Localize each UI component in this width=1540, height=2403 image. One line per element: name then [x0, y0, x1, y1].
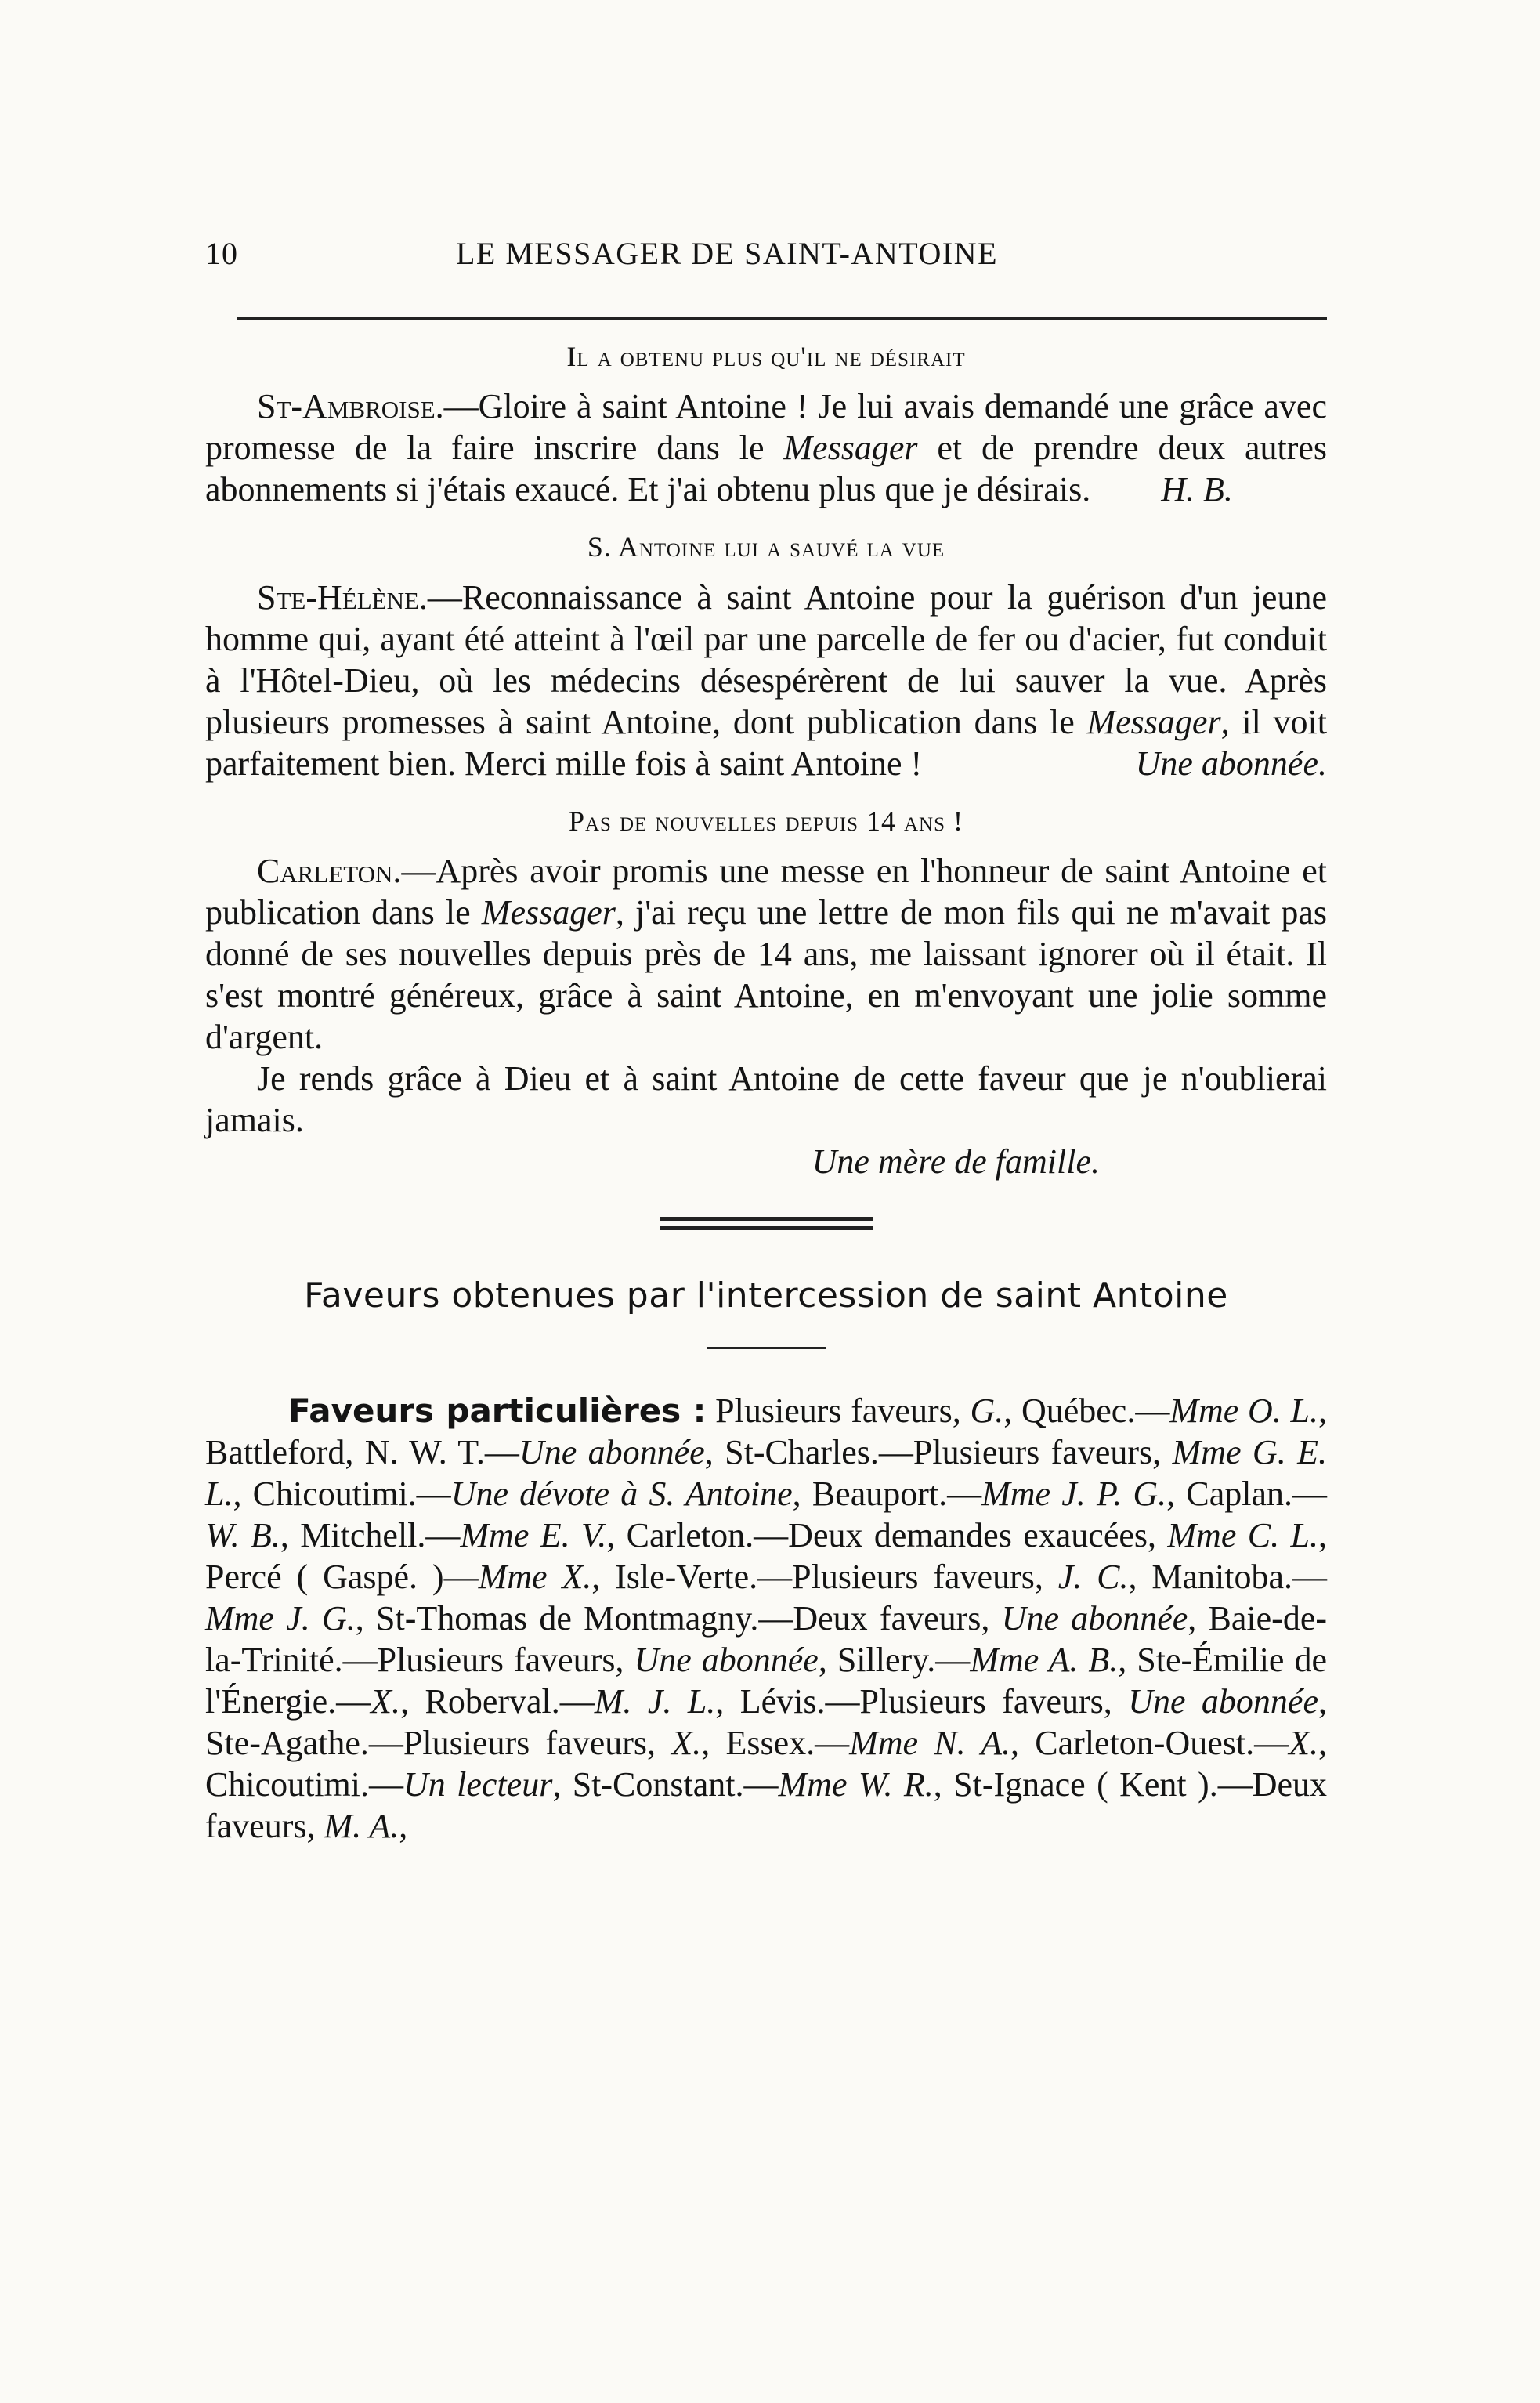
article-heading: Pas de nouvelles depuis 14 ans !: [568, 805, 964, 837]
publication-name: Messager: [481, 893, 616, 932]
favour-signature: Mme N. A.: [849, 1724, 1011, 1763]
article-body: St-Ambroise.—Gloire à saint Antoine ! Je lui avais demandé une grâce avec promesse de la faire inscrire dans le Messager et de prendre deux autres abonnements si j'étais exaucé. Et j'ai obtenu plus que je désirais. H. B.: [205, 387, 1327, 509]
favour-text: , Essex.—: [701, 1724, 850, 1763]
signature: H. B.: [1161, 470, 1233, 509]
running-title: LE MESSAGER DE SAINT-ANTOINE: [456, 236, 998, 271]
favour-text: , Battleford, N. W. T.—: [205, 1391, 1327, 1472]
article-body: Carleton.—Après avoir promis une messe en l'honneur de saint Antoine et publication dans le Messager, j'ai reçu une lettre de mon fils qui ne m'avait pas donné de ses nouvelles depuis près de 14 ans, me laissant ignorer où il était. Il s'est montré généreux, grâce à saint Antoine, en m'envoyant une jolie somme d'argent.: [205, 852, 1328, 1057]
favour-signature: X.: [371, 1682, 401, 1721]
favour-signature: Une abonnée: [1001, 1599, 1188, 1638]
title-rule: [707, 1347, 826, 1349]
favour-signature: G.: [970, 1391, 1004, 1431]
favour-text: , Beauport.—: [792, 1475, 982, 1514]
favour-text: Plusieurs faveurs,: [706, 1391, 971, 1431]
favour-signature: Une abonnée: [1128, 1682, 1318, 1721]
favours-label: Faveurs particulières :: [288, 1391, 707, 1431]
signature: Une abonnée.: [1135, 744, 1327, 783]
favour-signature: Mme E. V.: [460, 1516, 607, 1555]
favour-text: , Chicoutimi.—: [205, 1724, 1327, 1804]
page-number: 10: [205, 236, 238, 271]
favour-text: , Roberval.—: [400, 1682, 595, 1721]
favour-signature: Mme G. E. L.: [205, 1433, 1327, 1514]
favour-text: , Chicoutimi.—: [233, 1475, 451, 1514]
favour-text: , Manitoba.—: [1128, 1558, 1327, 1597]
favour-signature: J. C.: [1057, 1558, 1129, 1597]
favour-signature: X.: [1289, 1724, 1318, 1763]
favour-signature: Un lecteur: [403, 1765, 553, 1804]
article-body-continued: Je rends grâce à Dieu et à saint Antoine de cette faveur que je n'oublierai jamais.: [205, 1059, 1327, 1140]
article-heading: Il a obtenu plus qu'il ne désirait: [566, 341, 966, 372]
article-heading: S. Antoine lui a sauvé la vue: [587, 531, 945, 563]
text-column: [205, 235, 1327, 1881]
favour-signature: Mme J. P. G.: [981, 1475, 1167, 1514]
favour-signature: Une dévote à S. Antoine: [450, 1475, 793, 1514]
favour-signature: Une abonnée: [519, 1433, 705, 1472]
favour-text: , Québec.—: [1003, 1391, 1170, 1431]
favour-signature: X.: [671, 1724, 702, 1763]
favour-signature: Une abonnée: [634, 1641, 819, 1680]
favour-signature: Mme J. G.: [205, 1599, 356, 1638]
favour-signature: W. B.: [205, 1516, 280, 1555]
place-name: St-Ambroise.: [257, 387, 444, 426]
favour-text: , St-Constant.—: [552, 1765, 779, 1804]
favour-text: ,: [399, 1807, 408, 1846]
favour-text: , Ste-Émilie de l'Énergie.—: [205, 1641, 1327, 1721]
page-header: [205, 235, 1327, 293]
favour-signature: Mme A. B.: [970, 1641, 1119, 1680]
favour-text: , Mitchell.—: [280, 1516, 461, 1555]
header-rule: [237, 317, 1327, 320]
favour-signature: Mme C. L.: [1167, 1516, 1318, 1555]
favour-text: , St-Thomas de Montmagny.—Deux faveurs,: [355, 1599, 1002, 1638]
publication-name: Messager: [783, 429, 918, 468]
favour-text: , Sillery.—: [818, 1641, 971, 1680]
favour-text: , Carleton.—Deux demandes exaucées,: [606, 1516, 1168, 1555]
place-name: Ste-Hélène.: [257, 577, 428, 617]
section-divider: [660, 1217, 873, 1230]
favour-text: , Ste-Agathe.—Plusieurs faveurs,: [205, 1682, 1327, 1763]
article-body: Ste-Hélène.—Reconnaissance à saint Antoine pour la guérison d'un jeune homme qui, ayant été atteint à l'œil par une parcelle de fer ou d'acier, fut conduit à l'Hôtel-Dieu, où les médecins désespérèrent de lui sauver la vue. Après plusieurs promesses à saint Antoine, dont publication dans le Messager, il voit parfaitement bien. Merci mille fois à saint Antoine ! Une abonnée.: [205, 577, 1327, 783]
favour-text: , Lévis.—Plusieurs faveurs,: [715, 1682, 1129, 1721]
signature: Une mère de famille.: [812, 1142, 1100, 1182]
favour-signature: M. J. L.: [594, 1682, 716, 1721]
favour-signature: Mme W. R.: [778, 1765, 934, 1804]
section-title: Faveurs obtenues par l'intercession de saint Antoine: [304, 1276, 1228, 1316]
favour-text: , Baie-de-la-Trinité.—Plusieurs faveurs,: [205, 1599, 1328, 1680]
favour-text: , Caplan.—: [1166, 1475, 1327, 1514]
favour-text: , Isle-Verte.—Plusieurs faveurs,: [591, 1558, 1058, 1597]
favour-signature: M. A.: [324, 1807, 399, 1846]
favour-text: , Percé ( Gaspé. )—: [205, 1516, 1327, 1597]
favours-list: [205, 1390, 1327, 1847]
publication-name: Messager: [1086, 702, 1221, 741]
favour-text: , St-Charles.—Plusieurs faveurs,: [704, 1433, 1173, 1472]
favour-signature: Mme O. L.: [1169, 1391, 1318, 1431]
favour-text: , Carleton-Ouest.—: [1010, 1724, 1289, 1763]
favour-signature: Mme X.: [478, 1558, 592, 1597]
place-name: Carleton.: [257, 852, 402, 891]
favour-text: , St-Ignace ( Kent ).—Deux faveurs,: [205, 1765, 1327, 1846]
